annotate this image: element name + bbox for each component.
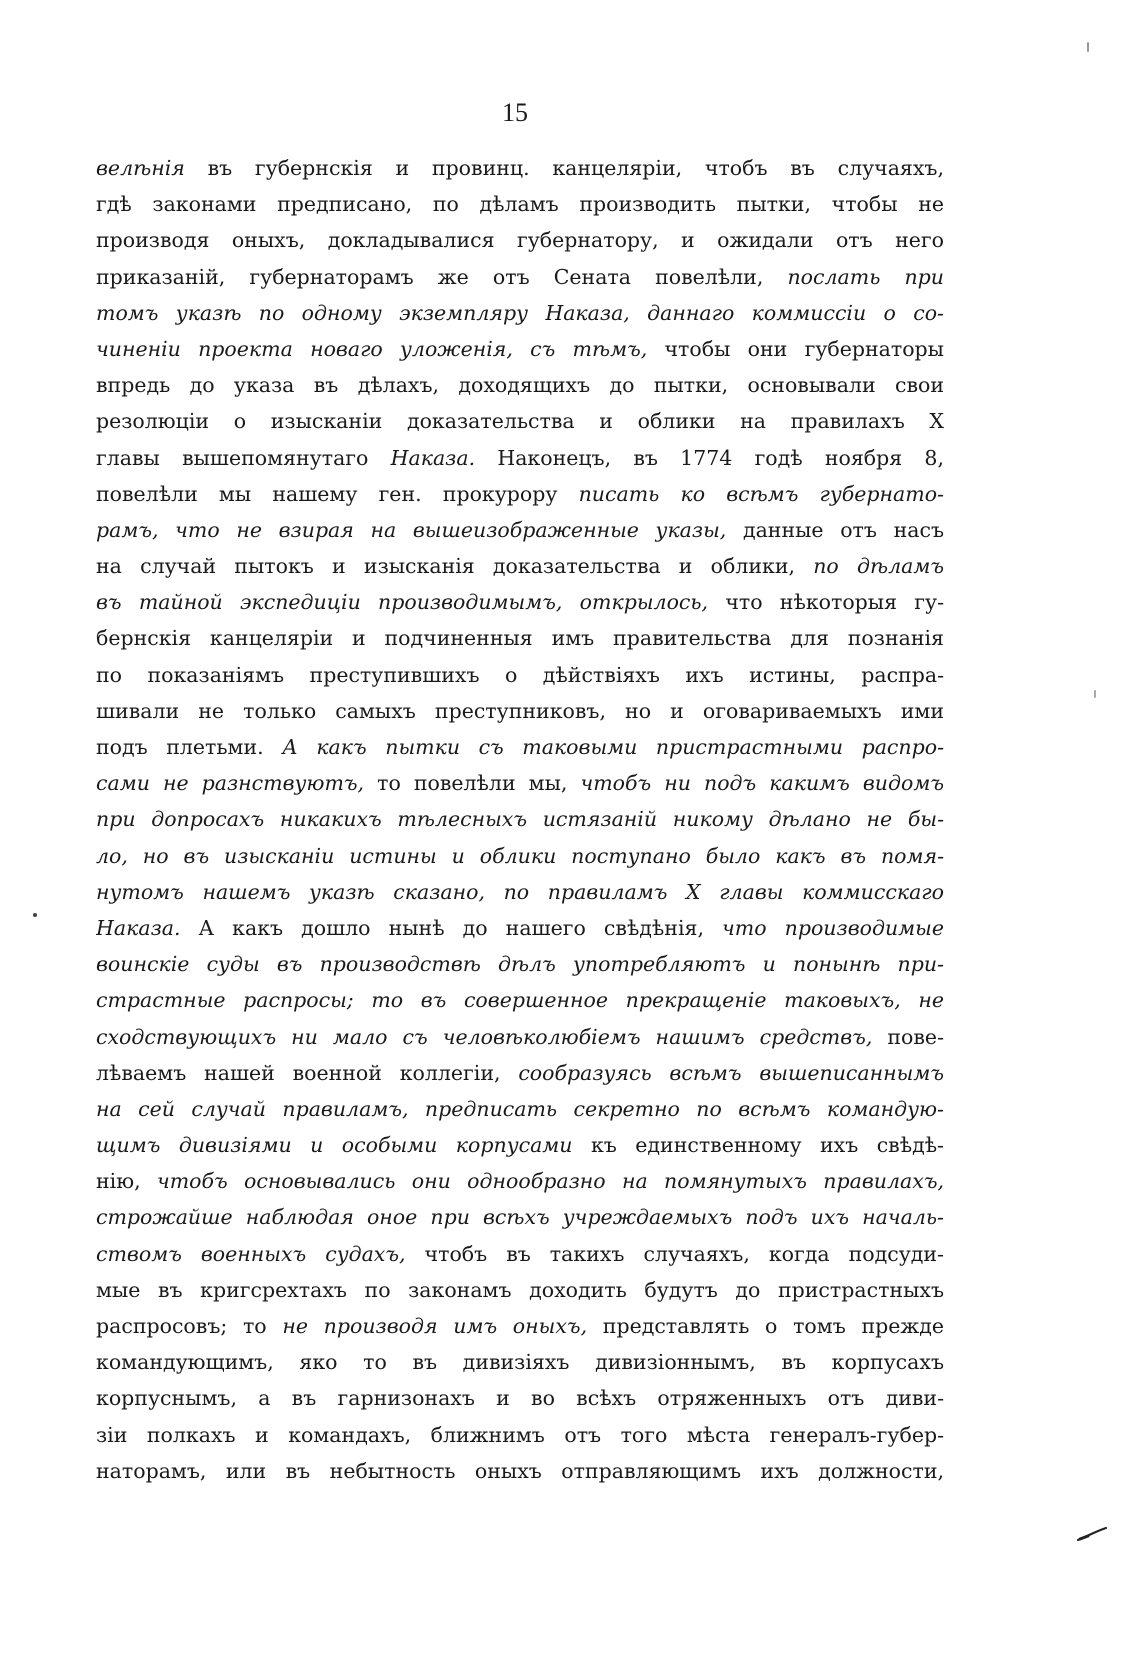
text-segment: подъ плетьми. [96, 735, 283, 759]
text-segment: впредь до указа въ дѣлахъ, доходящихъ до пытки, основывали свои [96, 373, 944, 398]
ink-speck [33, 913, 37, 917]
text-segment: мые въ кригсрехтахъ по законамъ доходить будутъ до пристрастныхъ [96, 1277, 944, 1302]
text-segment: къ единственному ихъ свѣдѣ- [572, 1133, 944, 1158]
italic-text-segment: по дѣламъ [813, 554, 944, 579]
text-line [96, 874, 944, 910]
text-segment: гдѣ законами предписано, по дѣламъ производить пытки, чтобы не [96, 192, 944, 217]
text-segment: что нѣкоторыя гу- [708, 590, 944, 615]
text-segment: распросовъ; то [96, 1314, 283, 1338]
italic-text-segment: велѣнія [96, 156, 185, 180]
text-segment: нію, [96, 1169, 157, 1194]
text-segment: повелѣли мы нашему ген. прокурору [96, 481, 579, 506]
italic-text-segment: нутомъ нашемъ указѣ сказано, по правиламъ X главы коммисскаго [96, 879, 944, 904]
text-line [96, 584, 944, 620]
text-line [96, 838, 944, 874]
italic-text-segment: не производя имъ оныхъ, [282, 1314, 588, 1338]
text-line [96, 259, 944, 295]
italic-text-segment: что производимые [722, 915, 944, 940]
text-line [96, 1380, 944, 1416]
text-segment: шивали не только самыхъ преступниковъ, но и оговариваемыхъ ими [96, 698, 944, 723]
text-line [96, 1344, 944, 1380]
text-line [96, 1417, 944, 1453]
italic-text-segment: чтобъ ни подъ какимъ видомъ [580, 771, 944, 796]
text-segment: въ губернскія и провинц. канцеляріи, чтобъ въ случаяхъ, [184, 156, 944, 180]
text-line [96, 331, 944, 367]
text-line [96, 801, 944, 837]
text-line [96, 186, 944, 222]
text-line [96, 476, 944, 512]
text-segment: зіи полкахъ и командахъ, ближнимъ отъ того мѣста генералъ-губер- [96, 1422, 944, 1447]
italic-text-segment: на сей случай правиламъ, предписать секретно по всѣмъ командую- [96, 1096, 944, 1121]
text-line [96, 1236, 944, 1272]
text-segment: данные отъ насъ [726, 517, 944, 542]
text-line [96, 403, 944, 439]
italic-text-segment: ствомъ военныхъ судахъ, [96, 1241, 406, 1266]
text-segment: командующимъ, яко то въ дивизіяхъ дивизіоннымъ, въ корпусахъ [96, 1350, 944, 1375]
text-line [96, 512, 944, 548]
italic-text-segment: сообразуясь всѣмъ вышеписаннымъ [518, 1060, 944, 1085]
text-segment: лѣваемъ нашей военной коллегіи, [96, 1060, 519, 1085]
italic-text-segment: въ тайной экспедиціи производимымъ, открылось, [96, 590, 709, 615]
text-line [96, 222, 944, 258]
text-line [96, 367, 944, 403]
text-segment: резолюціи о изысканіи доказательства и облики на правилахъ X [96, 409, 944, 434]
body-text [96, 150, 944, 1489]
text-segment: главы вышепомянутаго [96, 445, 391, 470]
italic-text-segment: воинскіе суды въ производствѣ дѣлъ употребляютъ и понынѣ при- [96, 952, 944, 977]
text-line [96, 946, 944, 982]
italic-text-segment: Наказа. [96, 915, 181, 940]
scan-mark [1087, 42, 1089, 52]
text-line [96, 1272, 944, 1308]
italic-text-segment: при допросахъ никакихъ тѣлесныхъ истязаній никому дѣлано не бы- [96, 807, 944, 832]
text-segment: А какъ дошло нынѣ до нашего свѣдѣнія, [180, 915, 723, 940]
text-line [96, 620, 944, 656]
text-segment: бернскія канцеляріи и подчиненныя имъ правительства для познанія [96, 626, 944, 651]
text-line [96, 1091, 944, 1127]
text-line [96, 1453, 944, 1489]
italic-text-segment: Наказа. [390, 445, 476, 470]
text-segment: на случай пытокъ и изысканія доказательства и облики, [96, 554, 814, 579]
italic-text-segment: щимъ дивизіями и особыми корпусами [96, 1133, 573, 1158]
text-line [96, 1163, 944, 1199]
text-segment: наторамъ, или въ небытность оныхъ отправляющимъ ихъ должности, [96, 1458, 944, 1483]
text-line [96, 765, 944, 801]
text-line [96, 1308, 944, 1344]
text-line [96, 295, 944, 331]
italic-text-segment: послать при [787, 264, 944, 289]
scan-mark [1094, 690, 1096, 698]
text-line [96, 440, 944, 476]
text-line [96, 150, 944, 186]
text-line [96, 729, 944, 765]
text-line [96, 1055, 944, 1091]
italic-text-segment: А какъ пытки съ таковыми пристрастными распро- [282, 735, 944, 759]
text-line [96, 982, 944, 1018]
text-segment: представлять о томъ прежде [587, 1314, 944, 1338]
text-segment: по показаніямъ преступившихъ о дѣйствіяхъ ихъ истины, распра- [96, 662, 944, 687]
pen-stroke-mark [1076, 1526, 1108, 1542]
italic-text-segment: сами не разнствуютъ, [96, 771, 365, 796]
italic-text-segment: страстные распросы; то въ совершенное прекращеніе таковыхъ, не [96, 988, 944, 1013]
text-segment: чтобъ въ такихъ случаяхъ, когда подсуди- [405, 1241, 944, 1266]
text-line [96, 657, 944, 693]
italic-text-segment: чтобъ основывались они однообразно на помянутыхъ правилахъ, [156, 1169, 944, 1194]
italic-text-segment: писать ко всѣмъ губернато- [578, 481, 944, 506]
italic-text-segment: рамъ, что не взирая на вышеизображенные указы, [96, 517, 727, 542]
text-segment: Наконецъ, въ 1774 годѣ ноября 8, [475, 445, 944, 470]
text-segment: чтобы они губернаторы [647, 336, 944, 361]
page-number: 15 [502, 98, 528, 127]
text-segment: корпуснымъ, а въ гарнизонахъ и во всѣхъ отряженныхъ отъ диви- [96, 1386, 944, 1411]
text-segment: приказаній, губернаторамъ же отъ Сената повелѣли, [96, 264, 788, 289]
text-line [96, 548, 944, 584]
text-line [96, 1127, 944, 1163]
text-segment: то повелѣли мы, [364, 771, 581, 796]
italic-text-segment: томъ указѣ по одному экземпляру Наказа, даннаго коммиссіи о со- [96, 300, 944, 325]
text-line [96, 910, 944, 946]
text-line [96, 1019, 944, 1055]
text-line [96, 693, 944, 729]
italic-text-segment: строжайше наблюдая оное при всѣхъ учреждаемыхъ подъ ихъ началь- [96, 1205, 944, 1230]
italic-text-segment: сходствующихъ ни мало съ человѣколюбіемъ нашимъ средствъ, [96, 1024, 873, 1049]
italic-text-segment: чиненіи проекта новаго уложенія, съ тѣмъ, [96, 336, 648, 361]
italic-text-segment: ло, но въ изысканіи истины и облики поступано было какъ въ помя- [96, 843, 944, 868]
text-segment: пове- [872, 1024, 944, 1049]
text-line [96, 1199, 944, 1235]
text-segment: производя оныхъ, докладывалися губернатору, и ожидали отъ него [96, 228, 944, 253]
